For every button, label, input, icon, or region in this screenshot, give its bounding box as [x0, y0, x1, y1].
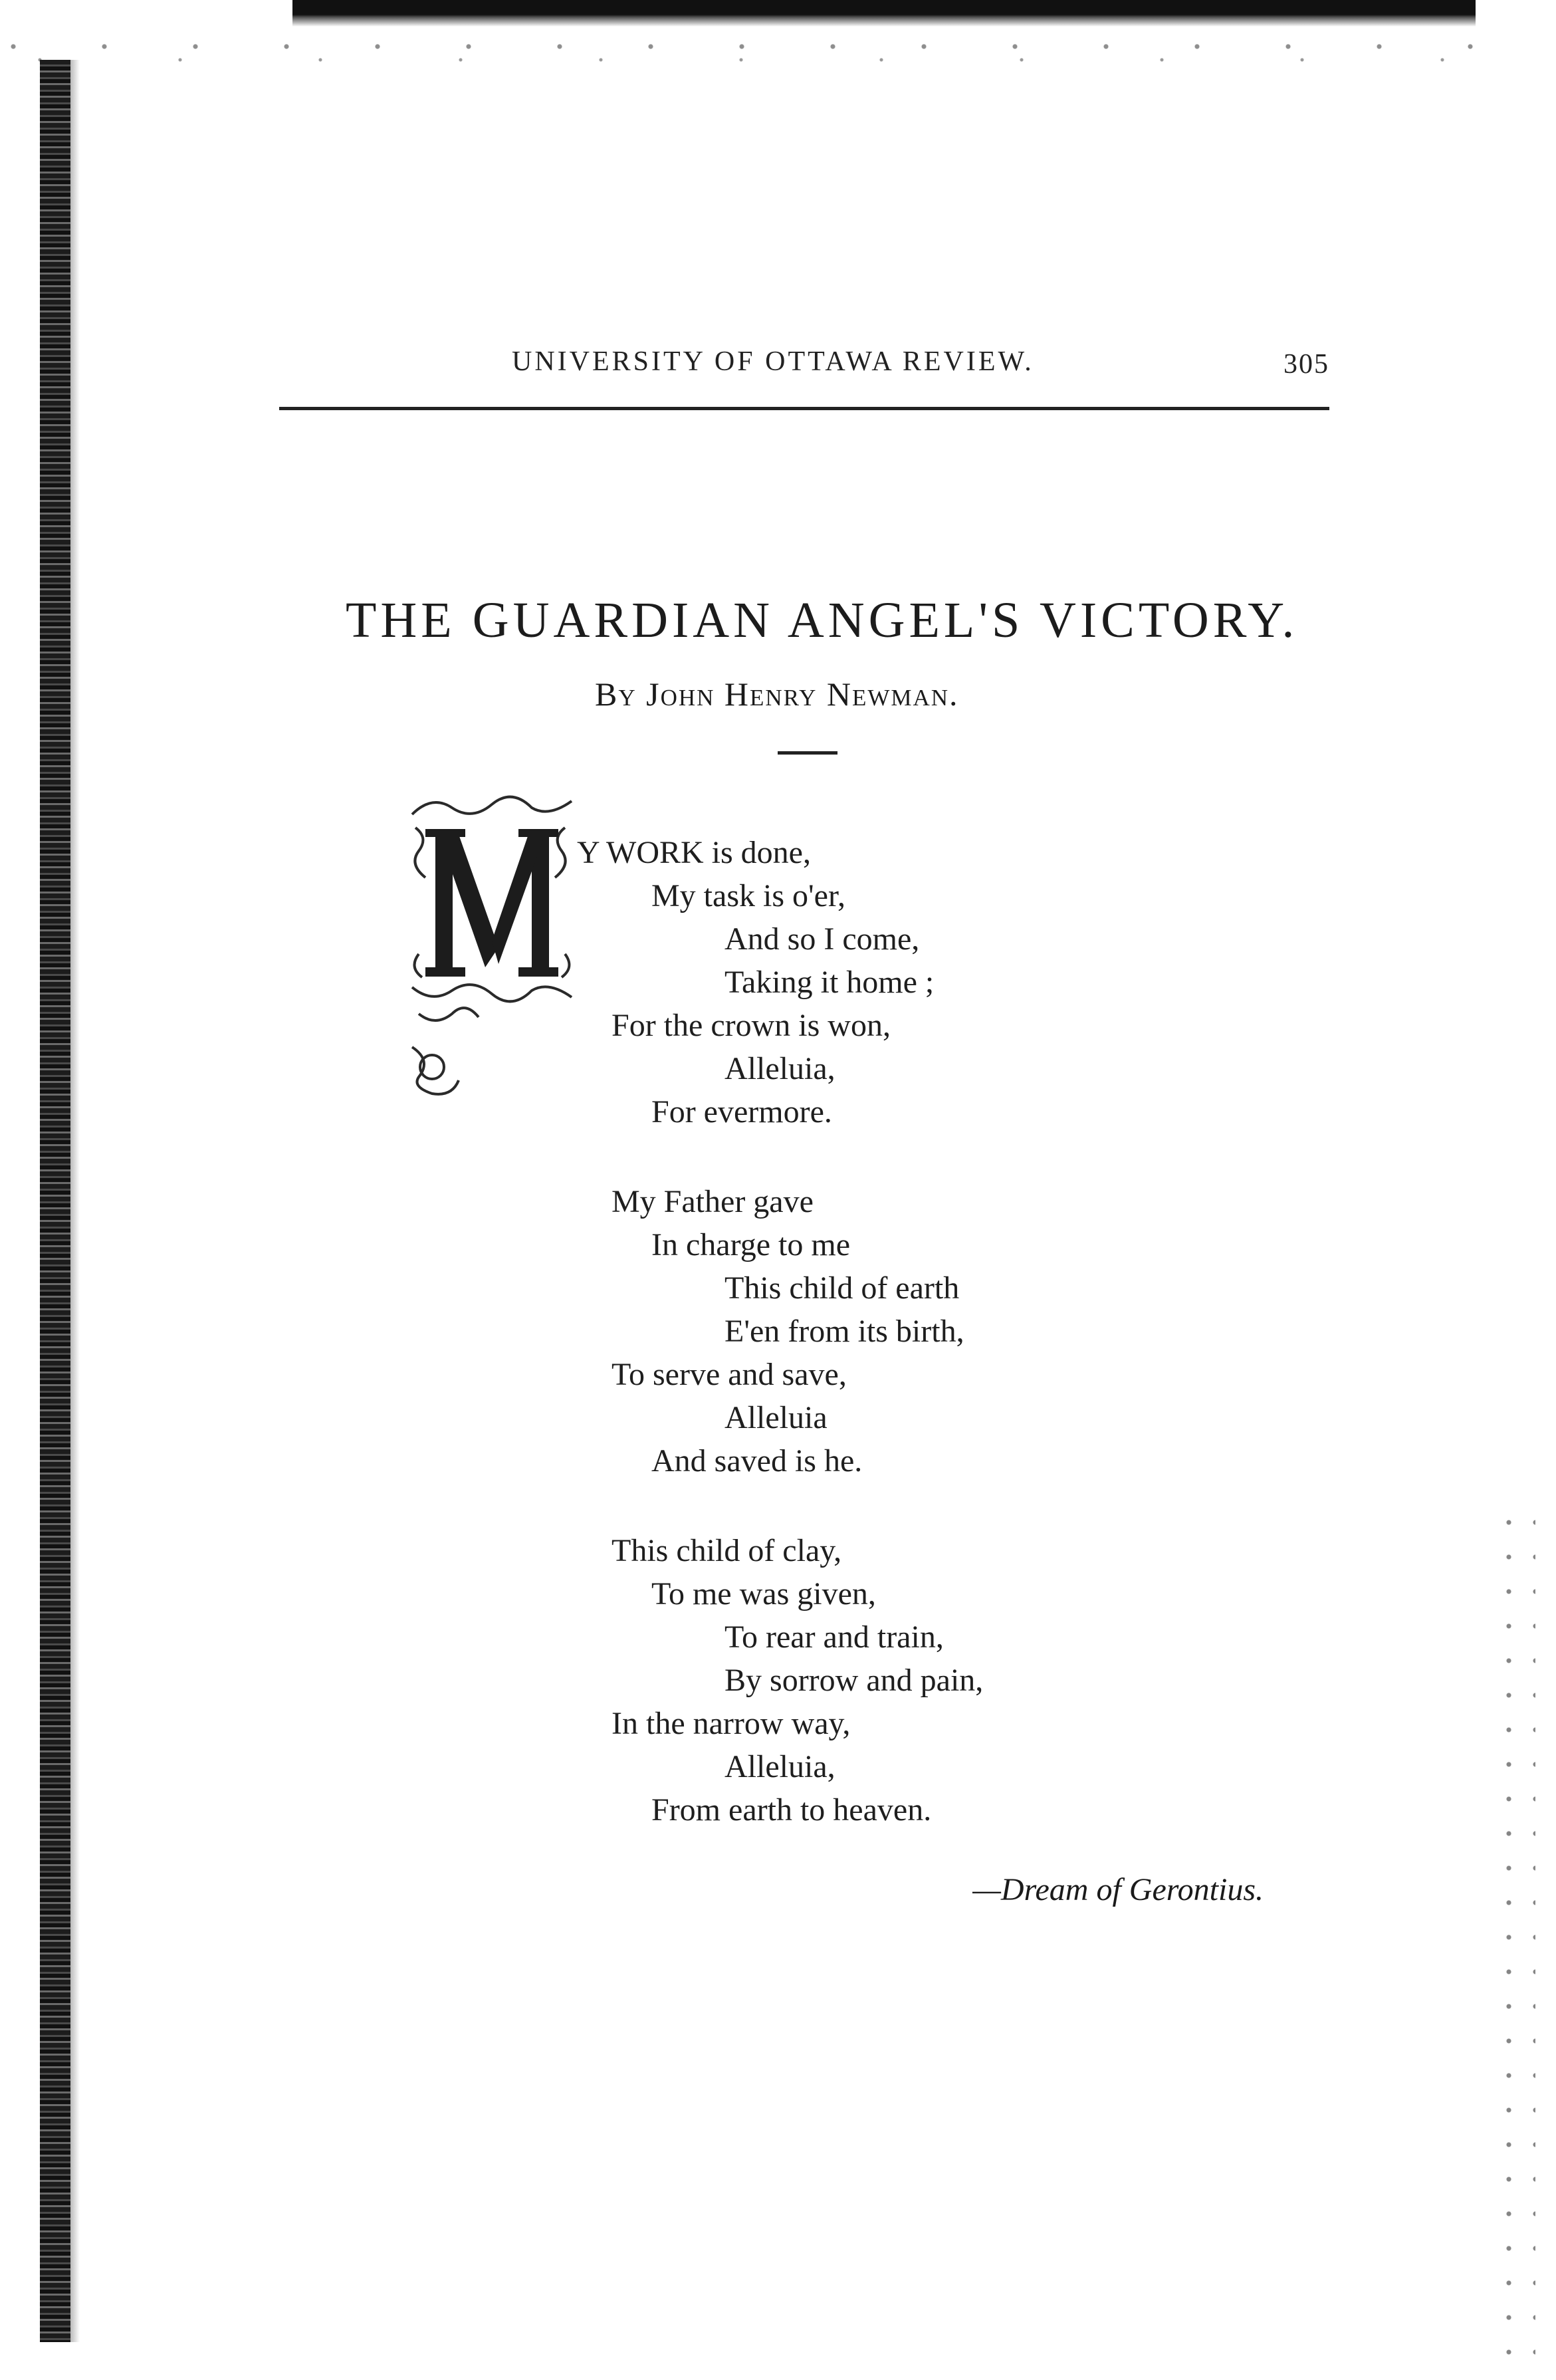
poem-line: My Father gave [611, 1184, 814, 1219]
poem-line: Alleluia, [724, 1051, 835, 1086]
poem-line: Alleluia, [724, 1749, 835, 1784]
poem-line: This child of clay, [611, 1533, 842, 1568]
poem-line: Y WORK is done, [577, 835, 811, 870]
journal-name: UNIVERSITY OF OTTAWA REVIEW. [512, 346, 1034, 377]
poem-line: In charge to me [651, 1227, 850, 1262]
poem-line: For the crown is won, [611, 1008, 891, 1043]
poem-line: My task is o'er, [651, 878, 846, 913]
poem-line: For evermore. [651, 1094, 832, 1130]
poem-line: This child of earth [724, 1270, 960, 1306]
page-number: 305 [1283, 349, 1329, 380]
byline: By John Henry Newman. [595, 675, 959, 713]
poem-line: To me was given, [651, 1576, 876, 1611]
poem-line: And so I come, [724, 921, 920, 957]
source-attribution: —Dream of Gerontius. [972, 1872, 1264, 1907]
poem-line: To rear and train, [724, 1619, 944, 1655]
poem-line: E'en from its birth, [724, 1314, 964, 1349]
poem-line: In the narrow way, [611, 1706, 851, 1741]
drop-cap-letter: M [492, 915, 498, 923]
poem-line: Alleluia [724, 1400, 828, 1435]
poem-line: Taking it home ; [724, 965, 935, 1000]
poem-line: By sorrow and pain, [724, 1663, 984, 1698]
poem-title: THE GUARDIAN ANGEL'S VICTORY. [346, 592, 1299, 648]
poem-line: From earth to heaven. [651, 1792, 932, 1828]
poem-line: To serve and save, [611, 1357, 847, 1392]
poem-line: And saved is he. [651, 1443, 863, 1479]
